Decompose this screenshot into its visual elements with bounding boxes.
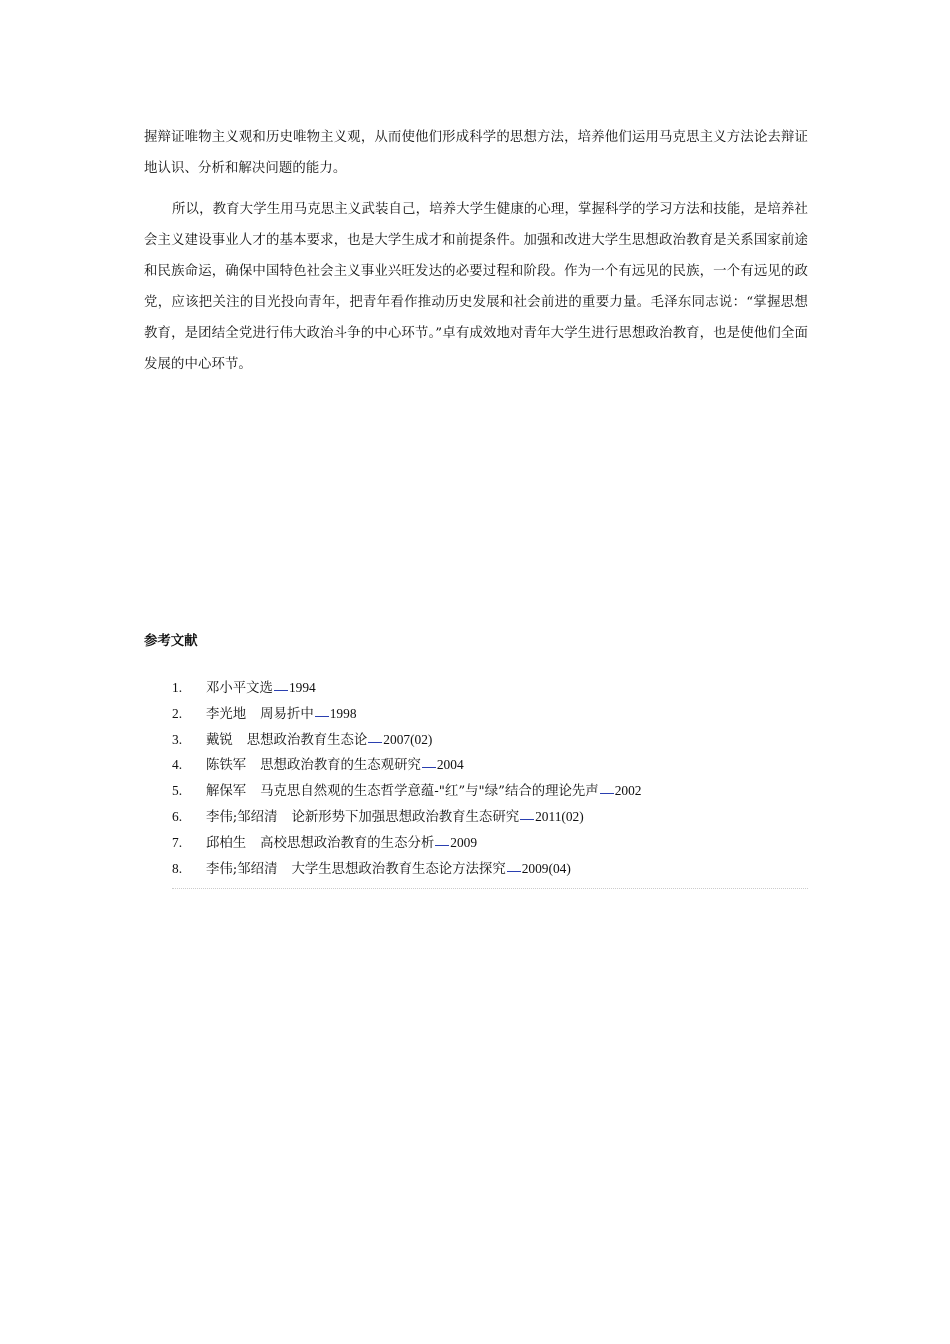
reference-number: 1. <box>172 680 183 695</box>
reference-item <box>172 676 808 702</box>
reference-item <box>172 831 808 857</box>
reference-item <box>172 805 808 831</box>
reference-title: 思想政治教育的生态观研究 <box>260 758 421 774</box>
reference-link[interactable] <box>368 741 382 743</box>
reference-link[interactable] <box>507 870 521 872</box>
reference-author: 陈铁军 <box>206 758 247 774</box>
reference-number: 7. <box>172 834 183 850</box>
reference-number: 2. <box>172 705 183 721</box>
reference-title: 高校思想政治教育的生态分析 <box>260 835 435 851</box>
reference-title: 论新形势下加强思想政治教育生态研究 <box>291 809 520 825</box>
reference-author: 邱柏生 <box>206 835 247 851</box>
reference-author: 李光地 <box>206 706 247 722</box>
reference-year: 2007(02) <box>383 731 433 747</box>
reference-number: 5. <box>172 783 183 799</box>
reference-year: 2009 <box>450 834 478 850</box>
reference-author: 解保军 <box>206 784 247 800</box>
reference-link[interactable] <box>422 766 436 768</box>
reference-item <box>172 857 808 883</box>
reference-link[interactable] <box>274 689 288 691</box>
reference-title: 邓小平文选 <box>206 681 273 696</box>
reference-link[interactable] <box>600 792 614 794</box>
reference-title: 思想政治教育生态论 <box>246 732 368 748</box>
reference-number: 4. <box>172 757 183 773</box>
reference-title: 大学生思想政治教育生态论方法探究 <box>291 861 506 877</box>
reference-author: 李伟;邹绍清 <box>206 861 278 877</box>
reference-title: 周易折中 <box>260 706 314 722</box>
reference-item <box>172 728 808 754</box>
reference-year: 1994 <box>288 680 316 695</box>
reference-year: 2004 <box>436 757 464 773</box>
reference-link[interactable] <box>315 715 329 717</box>
document-body <box>144 122 808 380</box>
body-paragraph-1: 握辩证唯物主义观和历史唯物主义观，从而使他们形成科学的思想方法，培养他们运用马克思主义方法论去辩证地认识、分析和解决问题的能力。 <box>144 130 808 176</box>
reference-year: 2009(04) <box>521 860 571 876</box>
references-list <box>172 676 808 889</box>
reference-link[interactable] <box>520 818 534 820</box>
reference-number: 6. <box>172 808 183 824</box>
reference-number: 8. <box>172 860 183 876</box>
reference-year: 2002 <box>614 783 642 799</box>
reference-item <box>172 702 808 728</box>
reference-author: 戴锐 <box>206 732 233 748</box>
reference-year: 2011(02) <box>535 808 584 824</box>
reference-title: 马克思自然观的生态哲学意蕴-"红”与"绿”结合的理论先声 <box>260 784 599 800</box>
reference-year: 1998 <box>329 705 357 721</box>
body-paragraph-2: 所以，教育大学生用马克思主义武装自己，培养大学生健康的心理，掌握科学的学习方法和技能，是培养社会主义建设事业人才的基本要求，也是大学生成才和前提条件。加强和改进大学生思想政治教育是关系国家前途和民族命运，确保中国特色社会主义事业兴旺发达的必要过程和阶段。作为一个有远见的民族，一个有远见的政党，应该把关注的目光投向青年，把青年看作推动历史发展和社会前进的重要力量。毛泽东同志说：“掌握思想教育，是团结全党进行伟大政治斗争的中心环节。”卓有成效地对青年大学生进行思想政治教育，也是使他们全面发展的中心环节。 <box>144 202 808 372</box>
reference-author: 李伟;邹绍清 <box>206 809 278 825</box>
reference-item <box>172 779 808 805</box>
reference-link[interactable] <box>435 844 449 846</box>
references-heading: 参考文献 <box>144 634 198 649</box>
reference-number: 3. <box>172 731 183 747</box>
reference-item <box>172 753 808 779</box>
